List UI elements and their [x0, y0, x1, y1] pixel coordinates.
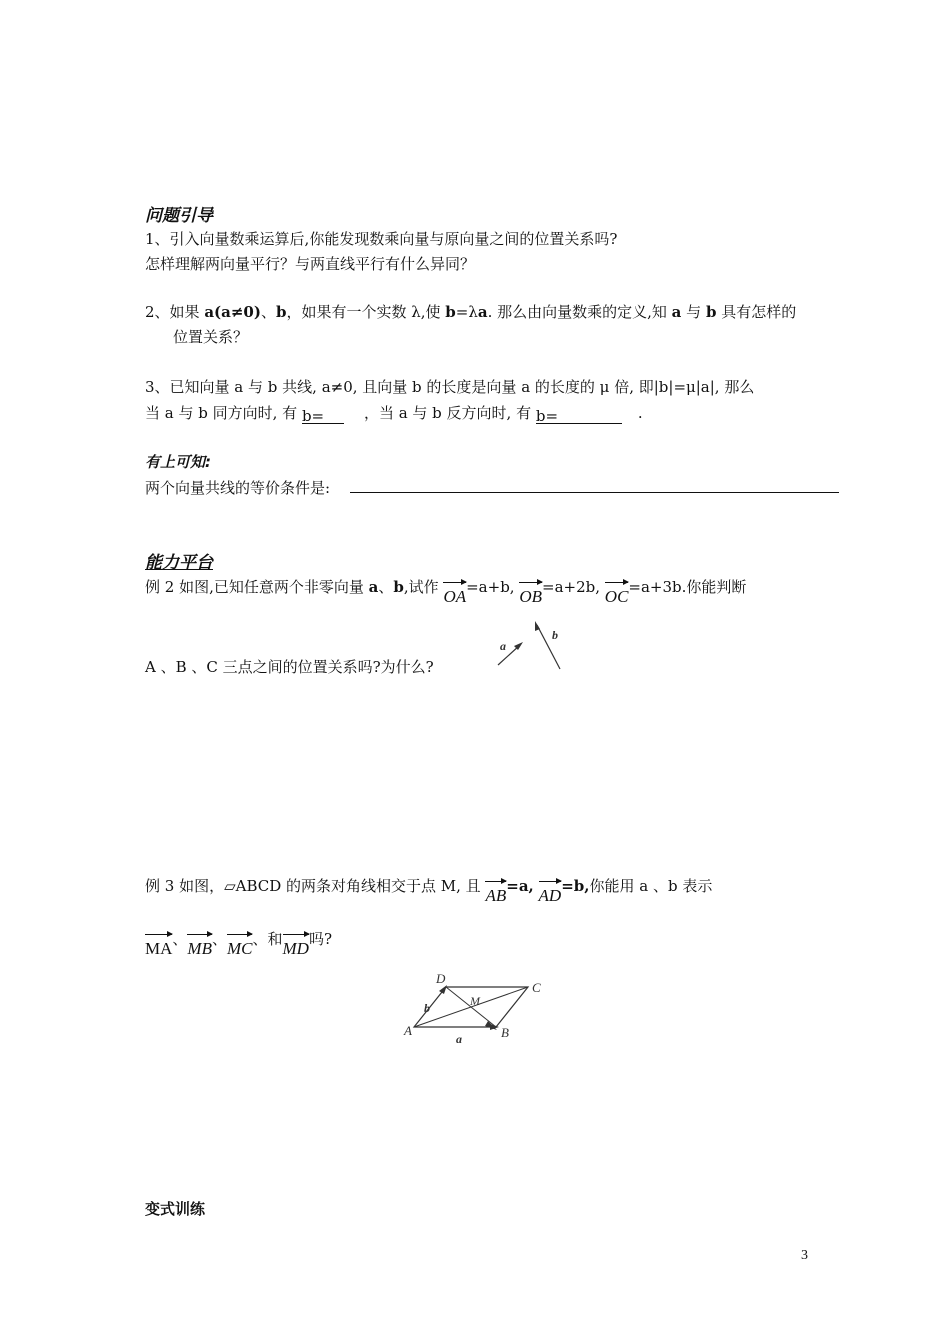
example-3-line-2	[145, 928, 332, 958]
question-2-line-2: 位置关系？	[173, 328, 249, 346]
ex2-text: 例 2 如图,已知任意两个非零向量	[145, 578, 369, 596]
vector-MA	[145, 932, 172, 958]
ex2-vector-a: a	[368, 578, 379, 596]
ex2-text: 你能判断	[686, 578, 747, 596]
ex2-text: ,试作	[403, 578, 439, 596]
ex3-text: 和	[267, 930, 283, 948]
q2-text: 具有怎样的	[716, 303, 797, 321]
page-number: 3	[801, 1248, 808, 1263]
ex2-expression: =a+3b.	[628, 578, 687, 596]
example-2-line-1	[145, 576, 746, 606]
vector-label: MB	[187, 939, 212, 958]
vector-OA	[443, 580, 466, 606]
q2-text: 与	[681, 303, 706, 321]
section-title-variant-practice: 变式训练	[145, 1200, 206, 1218]
question-3-line-1: 3、已知向量 a 与 b 共线, a≠0, 且向量 b 的长度是向量 a 的长度的 μ 倍, 即|b|=μ|a|, 那么	[145, 378, 755, 396]
question-2-line-1	[145, 301, 796, 322]
collinear-condition-label: 两个向量共线的等价条件是:	[145, 479, 331, 497]
point-A-label: A	[404, 1023, 412, 1038]
point-C-label: C	[532, 980, 541, 995]
vector-MC	[227, 932, 253, 958]
section-title-ability: 能力平台	[145, 553, 213, 573]
vector-label: MC	[226, 939, 253, 958]
ex3-text: 吗?	[308, 930, 333, 948]
example-2-line-2: A 、B 、C 三点之间的位置关系吗?为什么?	[145, 658, 434, 676]
q2-vector-a: a	[477, 303, 488, 321]
ex3-text: 例 3 如图，▱ABCD 的两条对角线相交于点 M, 且	[145, 877, 481, 895]
answer-blank-opposite-direction[interactable]	[536, 407, 622, 424]
blank-prefix: b=	[535, 407, 559, 425]
vector-label: MD	[282, 939, 309, 958]
ex2-vector-b: b	[393, 578, 404, 596]
vector-label: AD	[538, 886, 562, 905]
collinear-condition-blank[interactable]	[350, 492, 839, 493]
ex3-text: 你能用 a 、b 表示	[589, 877, 713, 895]
q2-text: . 那么由向量数乘的定义,知	[487, 303, 672, 321]
vector-a-label: a	[500, 639, 506, 653]
vector-label: OA	[443, 587, 467, 606]
q2-text: =λ	[455, 303, 478, 321]
parallelogram-figure	[400, 965, 550, 1047]
vector-AB	[485, 879, 506, 905]
point-M-label: M	[470, 994, 480, 1008]
ex2-expression: =a+b,	[466, 578, 515, 596]
vector-label: MA	[145, 939, 173, 958]
vector-label: OC	[604, 587, 629, 606]
point-B-label: B	[501, 1025, 509, 1040]
ex3-expression: =b,	[561, 877, 590, 895]
q2-vector-b: b	[445, 303, 456, 321]
example-3-line-1	[145, 875, 712, 905]
q3-text: ，当 a 与 b 反方向时, 有	[363, 404, 536, 422]
ex2-text: 、	[378, 578, 394, 596]
vector-label: OB	[519, 587, 543, 606]
q2-vector-a: a	[671, 303, 682, 321]
blank-prefix: b=	[301, 407, 325, 425]
q2-vector-a: a(a≠0)	[204, 303, 261, 321]
separator: 、	[252, 930, 268, 948]
vector-AD	[539, 879, 562, 905]
vectors-a-b-figure	[490, 615, 570, 675]
question-1-line-1: 1、引入向量数乘运算后,你能发现数乘向量与原向量之间的位置关系吗?	[145, 230, 618, 248]
q3-text: .	[637, 404, 643, 422]
q2-vector-b: b	[275, 303, 287, 321]
ex3-expression: =a,	[506, 877, 534, 895]
question-3-line-2	[145, 402, 643, 424]
conclusion-title: 有上可知:	[145, 453, 211, 471]
vector-MD	[283, 932, 309, 958]
vector-b-label: b	[552, 628, 558, 642]
side-b-label: b	[424, 1001, 430, 1015]
separator: 、	[211, 930, 227, 948]
ex2-expression: =a+2b,	[542, 578, 601, 596]
q3-text: 当 a 与 b 同方向时, 有	[145, 404, 302, 422]
answer-blank-same-direction[interactable]	[302, 407, 344, 424]
point-D-label: D	[436, 971, 446, 986]
section-title-guide: 问题引导	[145, 206, 213, 226]
side-a-label: a	[456, 1032, 462, 1046]
separator: 、	[172, 930, 188, 948]
vector-MB	[187, 932, 212, 958]
vector-label: AB	[485, 886, 507, 905]
arrowhead-AD	[439, 985, 447, 994]
q2-text: 、	[260, 303, 276, 321]
q2-text: 2、如果	[145, 303, 205, 321]
vector-OB	[519, 580, 542, 606]
q2-vector-b: b	[705, 303, 717, 321]
vector-OC	[605, 580, 629, 606]
question-1-line-2: 怎样理解两向量平行？与两直线平行有什么异同？	[145, 255, 476, 273]
q2-text: ，如果有一个实数 λ,使	[286, 303, 446, 321]
